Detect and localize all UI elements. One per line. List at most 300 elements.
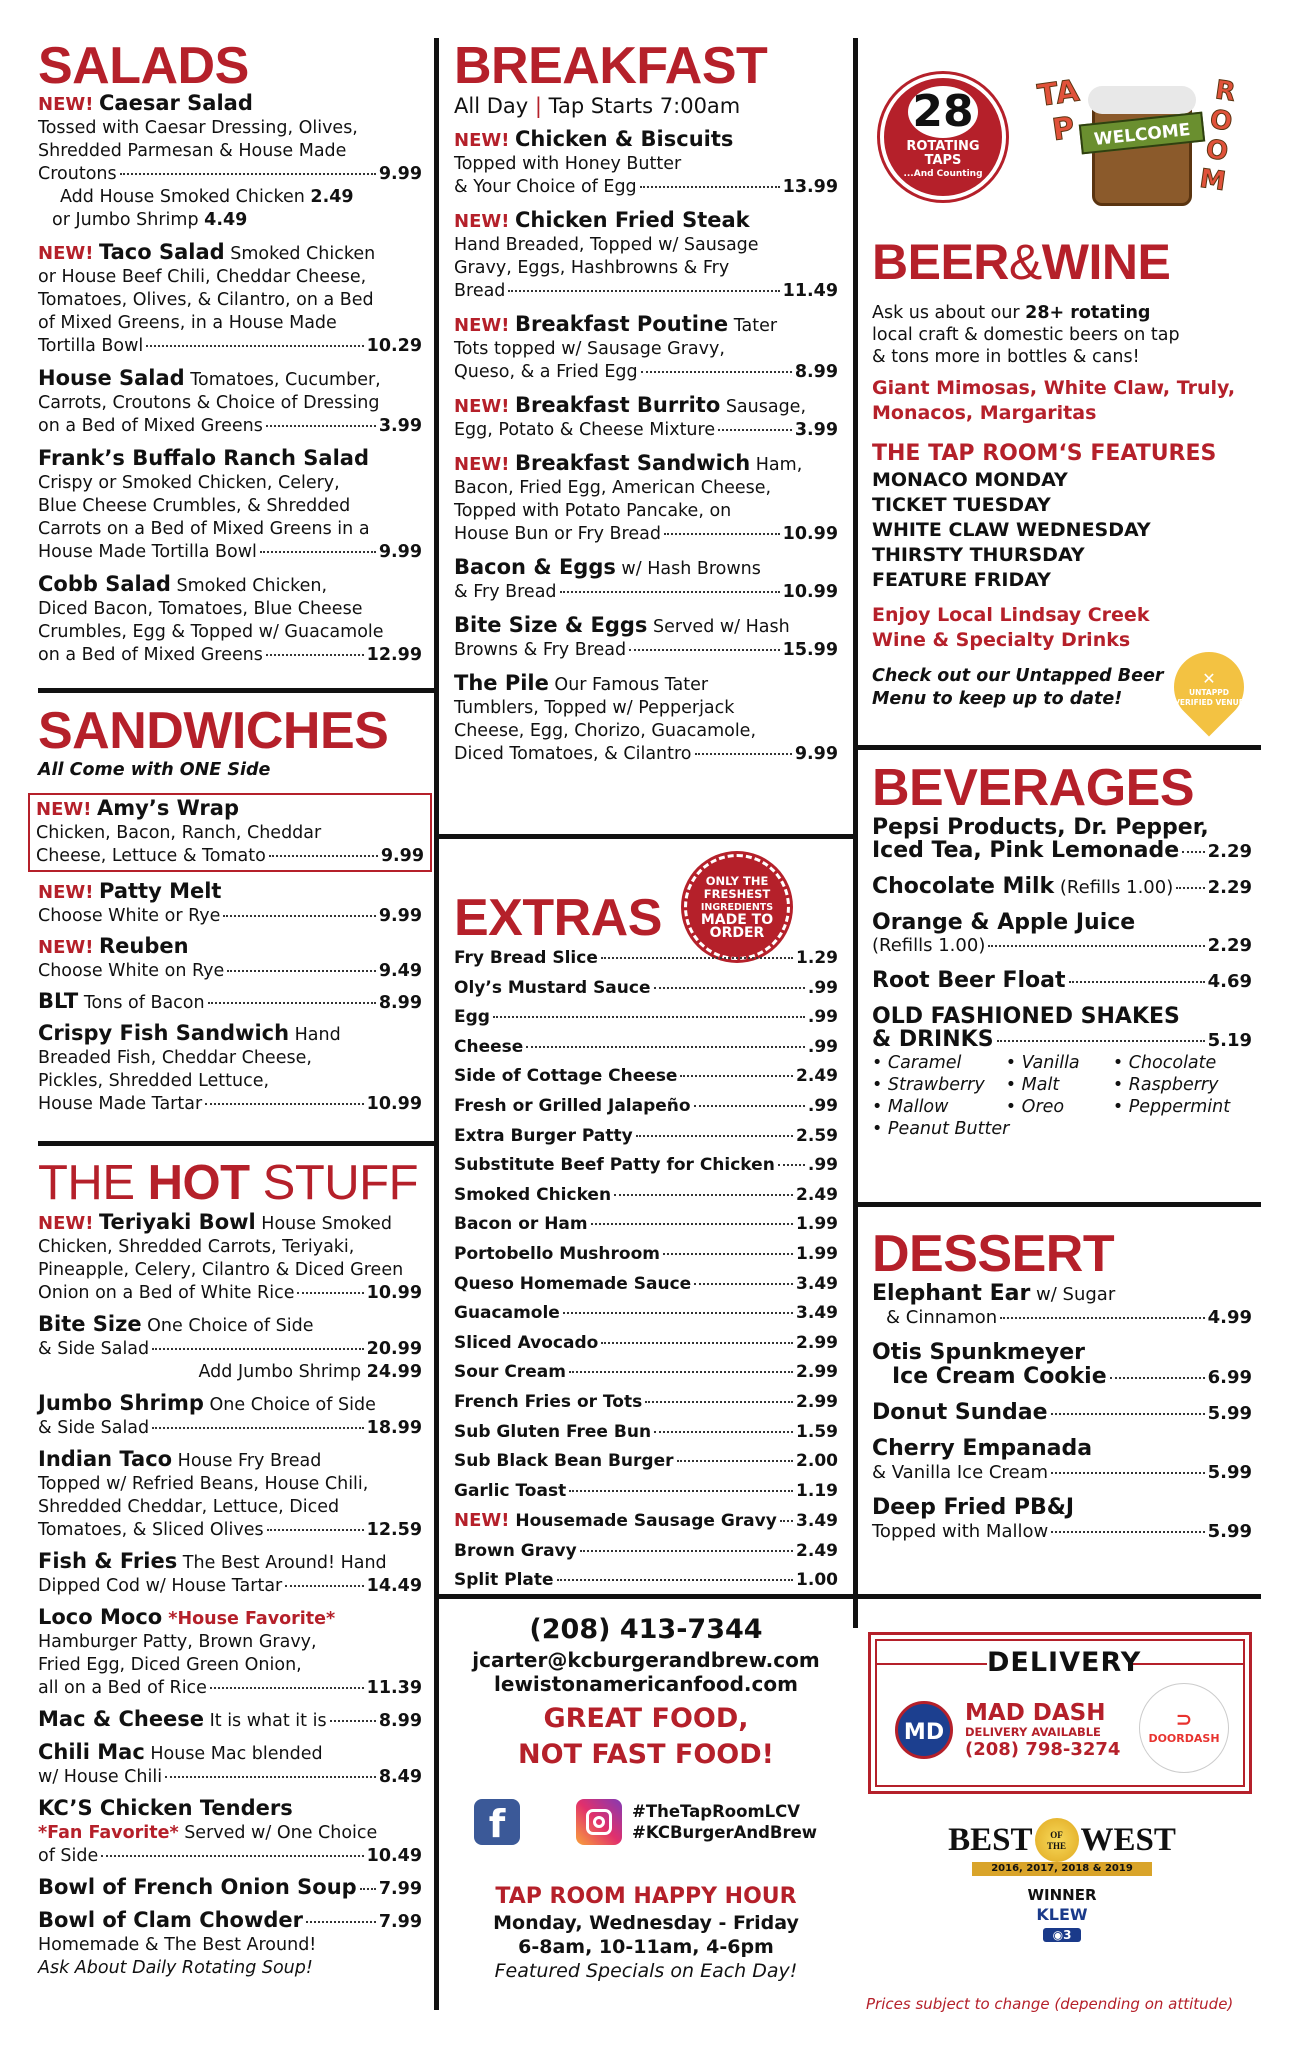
award-winner: WINNER — [1027, 1886, 1097, 1904]
item-text: on a Bed of Mixed Greens — [38, 416, 263, 436]
dot-leader — [266, 425, 376, 427]
extras-item[interactable] — [454, 1210, 838, 1240]
item-text: Croutons — [38, 164, 117, 184]
item-title — [38, 1797, 422, 1822]
sandwiches-section — [38, 703, 422, 1123]
extras-item[interactable] — [454, 1092, 838, 1122]
item-name: Chicken & Biscuits — [515, 127, 734, 151]
item-name: Brown Gravy — [454, 1540, 577, 1561]
item-desc-line: Hand Breaded, Topped w/ Sausage — [454, 235, 759, 255]
item-name: Oly’s Mustard Sauce — [454, 977, 651, 998]
feature-item: MONACO MONDAY — [872, 469, 1068, 491]
item-text — [872, 969, 1066, 993]
lindsay-creek — [872, 603, 1252, 653]
item-desc: Ham, — [750, 455, 803, 475]
dot-leader — [360, 1888, 376, 1890]
new-tag: NEW! — [454, 396, 510, 417]
beer-desc-1b: 28+ rotating — [1025, 303, 1151, 323]
badge-line-3: INGREDIENTS — [700, 902, 774, 913]
item-desc-line: Pickles, Shredded Lettuce, — [38, 1071, 270, 1091]
item-name: Chocolate Milk — [872, 874, 1055, 899]
item-title — [38, 1211, 422, 1236]
beer-wine-heading — [872, 234, 1252, 290]
dot-leader — [208, 1002, 376, 1004]
menu-item[interactable] — [454, 128, 838, 199]
item-text — [454, 1418, 651, 1448]
hashtag-2[interactable]: #KCBurgerAndBrew — [632, 1823, 818, 1842]
item-price: 9.99 — [378, 164, 422, 184]
item-price: 13.99 — [782, 177, 838, 197]
lindsay-line-1: Enjoy Local Lindsay Creek — [872, 604, 1150, 626]
menu-item[interactable] — [38, 1313, 422, 1384]
new-tag: NEW! — [454, 454, 510, 475]
price-line — [38, 1845, 422, 1868]
dot-leader — [680, 1075, 793, 1077]
item-text — [454, 1092, 691, 1122]
untappd-label-1: UNTAPPD — [1189, 688, 1229, 697]
item-name: Queso Homemade Sauce — [454, 1273, 692, 1294]
item-price: 10.99 — [366, 1283, 422, 1303]
item-desc-line: Carrots, Croutons & Choice of Dressing — [38, 393, 380, 413]
menu-item[interactable] — [38, 1606, 422, 1700]
hashtag-1[interactable]: #TheTapRoomLCV — [632, 1802, 801, 1821]
item-price: 1.99 — [796, 1243, 838, 1264]
dot-leader — [563, 1312, 793, 1314]
hot-heading-a: THE — [38, 1156, 148, 1210]
menu-item[interactable] — [38, 1550, 422, 1598]
badge-line-5: ORDER — [709, 925, 765, 941]
divider-beverages — [853, 1202, 1261, 1207]
menu-item[interactable] — [38, 1909, 422, 1980]
website-link[interactable]: lewistonamericanfood.com — [494, 1672, 798, 1696]
item-desc: House Fry Bread — [172, 1451, 322, 1471]
item-name: Cheese — [454, 1036, 524, 1057]
extras-item[interactable] — [454, 1506, 838, 1537]
item-price: 12.99 — [366, 645, 422, 665]
extras-item[interactable] — [454, 1240, 838, 1270]
item-price: 3.49 — [796, 1511, 838, 1532]
menu-item[interactable] — [454, 394, 838, 442]
drinks-line-1: Giant Mimosas, White Claw, Truly, — [872, 377, 1236, 399]
item-name: Fresh or Grilled Jalapeño — [454, 1095, 691, 1116]
award-of: OF — [1050, 1830, 1063, 1840]
item-text — [454, 1477, 566, 1507]
award-station: KLEW — [1036, 1905, 1088, 1924]
price-line — [454, 523, 838, 546]
item-title — [38, 573, 422, 598]
item-price: 3.99 — [378, 416, 422, 436]
drinks-list — [872, 376, 1252, 426]
item-after-2: Ask About Daily Rotating Soup! — [38, 1958, 313, 1978]
dot-leader — [227, 970, 376, 972]
item-name: Bowl of Clam Chowder — [38, 1908, 304, 1932]
dot-leader — [205, 1103, 363, 1105]
item-text: Cheese, Lettuce & Tomato — [36, 846, 266, 866]
item-title — [872, 1437, 1252, 1461]
extras-section — [454, 856, 838, 1596]
item-text: Onion on a Bed of White Rice — [38, 1283, 295, 1303]
menu-item[interactable] — [38, 241, 422, 358]
item-name: Chicken Fried Steak — [515, 208, 750, 232]
item-text — [38, 1909, 303, 1934]
dot-leader — [591, 1223, 793, 1225]
menu-item[interactable] — [454, 313, 838, 384]
dessert-item[interactable] — [872, 1496, 1252, 1543]
item-text: Bread — [454, 281, 506, 301]
award-sun-icon — [1035, 1818, 1079, 1862]
dot-leader — [306, 1921, 376, 1923]
menu-item[interactable] — [38, 990, 422, 1015]
price-line — [38, 1519, 422, 1542]
item-text — [454, 1151, 775, 1181]
item-name: Otis Spunkmeyer — [872, 1340, 1086, 1365]
extras-item[interactable] — [454, 1329, 838, 1359]
item-name: Indian Taco — [38, 1447, 173, 1471]
item-price: 2.49 — [796, 1184, 838, 1205]
menu-item[interactable] — [38, 1797, 422, 1868]
item-text — [454, 1506, 777, 1537]
item-price: 5.99 — [1207, 1521, 1252, 1542]
menu-item[interactable] — [454, 672, 838, 766]
item-text: Donut Sundae — [872, 1400, 1048, 1425]
extras-item[interactable] — [454, 944, 838, 974]
price-line — [38, 1282, 422, 1305]
item-desc: One Choice of Side — [141, 1316, 314, 1336]
item-price: 2.29 — [1207, 935, 1252, 956]
item-text — [454, 1003, 490, 1033]
dot-leader — [694, 1283, 793, 1285]
dot-leader — [1110, 1377, 1205, 1379]
item-name: KC’S Chicken Tenders — [38, 1796, 293, 1820]
dot-leader — [1051, 1413, 1205, 1415]
item-desc: Tomatoes, Cucumber, — [184, 370, 381, 390]
price-line — [38, 1909, 422, 1934]
mad-dash-name: MAD DASH — [965, 1700, 1106, 1726]
menu-item[interactable] — [38, 1211, 422, 1305]
hot-list — [38, 1211, 422, 1980]
item-price: 1.99 — [796, 1214, 838, 1235]
price-line — [38, 1575, 422, 1598]
item-text: House Made Tartar — [38, 1094, 203, 1114]
divider-beer — [853, 745, 1261, 750]
item-price: 2.29 — [1207, 877, 1252, 898]
item-name: Cobb Salad — [38, 572, 171, 596]
extras-item[interactable] — [454, 1447, 838, 1477]
price-line — [872, 1401, 1252, 1425]
item-name: Split Plate — [454, 1570, 554, 1591]
dot-leader — [1182, 851, 1204, 853]
menu-item[interactable] — [38, 1448, 422, 1542]
item-text: & Side Salad — [38, 1339, 150, 1359]
dot-leader — [120, 173, 376, 175]
extras-item[interactable] — [454, 1033, 838, 1063]
item-price: .99 — [807, 977, 838, 998]
hot-section — [38, 1155, 422, 1988]
item-price: .99 — [807, 1036, 838, 1057]
badge-line-2: FRESHEST — [703, 887, 771, 901]
beverage-item[interactable] — [872, 816, 1252, 863]
happy-hour-times: 6-8am, 10-11am, 4-6pm — [518, 1936, 774, 1958]
item-name: The Pile — [454, 671, 549, 695]
dot-leader — [988, 945, 1204, 947]
price-line — [872, 1461, 1252, 1484]
item-name: Deep Fried PB&J — [872, 1495, 1075, 1520]
doordash-logo[interactable] — [1139, 1683, 1229, 1773]
extras-item[interactable] — [454, 1537, 838, 1567]
extras-item[interactable] — [454, 1358, 838, 1388]
taps-badge — [880, 74, 1006, 200]
beverage-item[interactable] — [872, 1005, 1252, 1052]
dot-leader — [601, 957, 793, 959]
doordash-icon: ⊃ — [1175, 1707, 1193, 1731]
item-desc-line: Diced Bacon, Tomatoes, Blue Cheese — [38, 599, 363, 619]
price-line — [38, 163, 422, 186]
price-line — [38, 1417, 422, 1440]
item-title — [38, 1392, 422, 1417]
price-line — [38, 1766, 422, 1789]
item-title — [38, 935, 422, 960]
item-price: 9.99 — [378, 542, 422, 562]
item-desc: Served w/ Hash — [647, 617, 790, 637]
item-name: Sour Cream — [454, 1362, 566, 1383]
item-desc: The Best Around! Hand — [177, 1553, 387, 1573]
dot-leader — [614, 1194, 793, 1196]
extras-item[interactable] — [454, 1181, 838, 1211]
item-desc-line: of Mixed Greens, in a House Made — [38, 313, 337, 333]
feature-item: WHITE CLAW WEDNESDAY — [872, 519, 1151, 541]
item-desc-line: Cheese, Egg, Chorizo, Guacamole, — [454, 721, 757, 741]
beverage-item[interactable] — [872, 875, 1252, 899]
item-price: 2.59 — [796, 1125, 838, 1146]
beer-desc-1a: Ask us about our — [872, 303, 1026, 323]
menu-item[interactable] — [38, 573, 422, 667]
dessert-heading: DESSERT — [872, 1225, 1115, 1283]
extras-item[interactable] — [454, 1122, 838, 1152]
extras-item[interactable] — [454, 1418, 838, 1448]
item-desc-line: Gravy, Eggs, Hashbrowns & Fry — [454, 258, 730, 278]
dessert-item[interactable] — [872, 1341, 1252, 1389]
price-line — [454, 743, 838, 766]
extras-item[interactable] — [454, 1477, 838, 1507]
item-name: Pepsi Products, Dr. Pepper, — [872, 815, 1209, 840]
item-text — [454, 1240, 660, 1270]
email-link[interactable]: jcarter@kcburgerandbrew.com — [472, 1648, 820, 1672]
menu-item[interactable] — [454, 556, 838, 604]
item-text: Tortilla Bowl — [38, 336, 144, 356]
new-tag: NEW! — [454, 1510, 510, 1532]
price-line — [38, 960, 422, 983]
item-desc-line: Tomatoes, Olives, & Cilantro, on a Bed — [38, 290, 374, 310]
item-desc-line: Chicken, Bacon, Ranch, Cheddar — [36, 823, 322, 843]
item-price: 10.99 — [782, 524, 838, 544]
item-text — [38, 1708, 327, 1733]
dot-leader — [1000, 1317, 1204, 1319]
untappd-badge-text — [1174, 670, 1244, 708]
item-text — [454, 1270, 691, 1300]
item-text: Diced Tomatoes, & Cilantro — [454, 744, 692, 764]
sandwiches-list — [38, 793, 422, 1116]
item-text: House Made Tortilla Bowl — [38, 542, 257, 562]
hot-heading — [38, 1155, 422, 1211]
new-tag: NEW! — [38, 243, 94, 264]
item-desc-line: Hamburger Patty, Brown Gravy, — [38, 1632, 317, 1652]
new-tag: NEW! — [38, 94, 94, 115]
item-price: 7.99 — [378, 1879, 422, 1899]
dot-leader — [1069, 981, 1205, 983]
addon-price: 24.99 — [366, 1362, 422, 1382]
salads-heading: SALADS — [38, 37, 249, 95]
item-text — [454, 974, 651, 1004]
addon-line — [38, 1361, 422, 1384]
item-price: 3.49 — [796, 1303, 838, 1324]
item-desc-line: Crumbles, Egg & Topped w/ Guacamole — [38, 622, 384, 642]
item-price: .99 — [807, 1155, 838, 1176]
price-line — [872, 1028, 1252, 1052]
item-text: & Cinnamon — [886, 1307, 998, 1328]
price-line — [38, 1677, 422, 1700]
item-name: Chili Mac — [38, 1740, 145, 1764]
item-desc-line: Topped with Honey Butter — [454, 154, 682, 174]
extras-item[interactable] — [454, 1388, 838, 1418]
breakfast-list — [454, 128, 838, 766]
menu-item[interactable] — [38, 92, 422, 232]
extras-item[interactable] — [454, 1062, 838, 1092]
lindsay-line-2: Wine & Specialty Drinks — [872, 629, 1131, 651]
beverage-item[interactable] — [872, 969, 1252, 993]
item-text: w/ House Chili — [38, 1767, 163, 1787]
instagram-icon[interactable] — [576, 1799, 622, 1845]
item-fav-line — [38, 1822, 422, 1845]
flavor-item: • Strawberry — [872, 1075, 985, 1095]
item-text — [454, 1566, 554, 1596]
taproom-sign-logo — [1035, 46, 1240, 214]
item-desc-line: Tots topped w/ Sausage Gravy, — [454, 339, 725, 359]
item-desc: Our Famous Tater — [548, 675, 709, 695]
item-price: 3.99 — [794, 420, 838, 440]
best-of-west-award — [922, 1818, 1202, 1943]
item-title — [38, 367, 422, 392]
extras-item[interactable] — [454, 1566, 838, 1596]
item-price: 9.49 — [378, 961, 422, 981]
menu-item[interactable] — [38, 447, 422, 564]
award-years: 2016, 2017, 2018 & 2019 — [972, 1862, 1152, 1876]
flavor-item: • Mallow — [872, 1097, 949, 1117]
item-desc-line: Pineapple, Celery, Cilantro & Diced Green — [38, 1260, 404, 1280]
dot-leader — [580, 1550, 793, 1552]
item-desc-line: Topped with Potato Pancake, on — [454, 501, 732, 521]
menu-item[interactable] — [454, 452, 838, 546]
item-price: 4.99 — [1207, 1307, 1252, 1328]
item-title — [454, 556, 838, 581]
item-title — [38, 1741, 422, 1766]
menu-item[interactable] — [28, 793, 432, 872]
sandwiches-subtitle: All Come with ONE Side — [38, 760, 271, 780]
sign-welcome: WELCOME — [1079, 112, 1205, 155]
menu-item[interactable] — [38, 1741, 422, 1789]
menu-item[interactable] — [38, 1392, 422, 1440]
dot-leader — [997, 1040, 1205, 1042]
menu-item[interactable] — [38, 1708, 422, 1733]
new-tag: NEW! — [454, 130, 510, 151]
item-name: Side of Cottage Cheese — [454, 1066, 678, 1087]
beer-heading-b: WINE — [1041, 234, 1171, 290]
menu-item[interactable] — [38, 935, 422, 983]
phone-number[interactable]: (208) 413-7344 — [529, 1614, 763, 1645]
price-line — [454, 176, 838, 199]
price-line — [872, 1520, 1252, 1543]
extras-item[interactable] — [454, 1003, 838, 1033]
new-tag: NEW! — [38, 937, 94, 958]
menu-item[interactable] — [38, 1022, 422, 1116]
price-line — [38, 335, 422, 358]
item-name: Guacamole — [454, 1303, 560, 1324]
mad-dash-phone[interactable]: (208) 798-3274 — [965, 1739, 1121, 1760]
new-tag: NEW! — [38, 882, 94, 903]
item-text — [38, 1876, 357, 1901]
item-name: Teriyaki Bowl — [99, 1210, 256, 1234]
menu-item[interactable] — [454, 614, 838, 662]
item-price: 2.99 — [796, 1391, 838, 1412]
item-price: 8.99 — [794, 362, 838, 382]
price-line — [454, 581, 838, 604]
facebook-icon[interactable]: f — [474, 1799, 520, 1845]
extras-item[interactable] — [454, 974, 838, 1004]
happy-hour-note: Featured Specials on Each Day! — [494, 1960, 798, 1982]
addon-text: or Jumbo Shrimp — [52, 210, 199, 230]
price-line — [872, 1306, 1252, 1329]
item-desc: Smoked Chicken, — [170, 576, 328, 596]
item-desc-line: or House Beef Chili, Cheddar Cheese, — [38, 267, 367, 287]
favorite-tag: *House Favorite* — [162, 1609, 336, 1629]
extras-item[interactable] — [454, 1299, 838, 1329]
item-text — [454, 1388, 642, 1418]
middle-column — [454, 37, 838, 1982]
new-tag: NEW! — [454, 211, 510, 232]
item-name: Reuben — [99, 934, 189, 958]
menu-item[interactable] — [38, 880, 422, 928]
menu-item[interactable] — [38, 1876, 422, 1901]
item-text: Queso, & a Fried Egg — [454, 362, 638, 382]
price-line — [872, 969, 1252, 993]
item-desc-line: Bacon, Fried Egg, American Cheese, — [454, 478, 772, 498]
dessert-item[interactable] — [872, 1437, 1252, 1484]
item-text — [872, 875, 1173, 899]
new-tag: NEW! — [454, 315, 510, 336]
item-price: .99 — [807, 1007, 838, 1028]
menu-item[interactable] — [454, 209, 838, 303]
item-price: 5.99 — [1207, 1462, 1252, 1483]
item-price: 6.99 — [1207, 1367, 1252, 1388]
beverages-list — [872, 816, 1252, 1052]
item-name: Bowl of French Onion Soup — [38, 1875, 357, 1899]
price-line — [38, 1338, 422, 1361]
item-name: Orange & Apple Juice — [872, 910, 1136, 935]
item-name: Fish & Fries — [38, 1549, 178, 1573]
flavor-item: • Oreo — [1005, 1097, 1065, 1117]
item-price: 2.49 — [796, 1066, 838, 1087]
extras-item[interactable] — [454, 1270, 838, 1300]
dessert-item[interactable] — [872, 1282, 1252, 1329]
item-title — [872, 1341, 1252, 1365]
dessert-item[interactable] — [872, 1401, 1252, 1425]
item-name: Portobello Mushroom — [454, 1243, 660, 1264]
menu-item[interactable] — [38, 367, 422, 438]
extras-item[interactable] — [454, 1151, 838, 1181]
beverage-item[interactable] — [872, 911, 1252, 957]
item-text — [454, 1447, 674, 1477]
item-price: 5.19 — [1207, 1030, 1252, 1051]
addon-line — [38, 209, 422, 232]
